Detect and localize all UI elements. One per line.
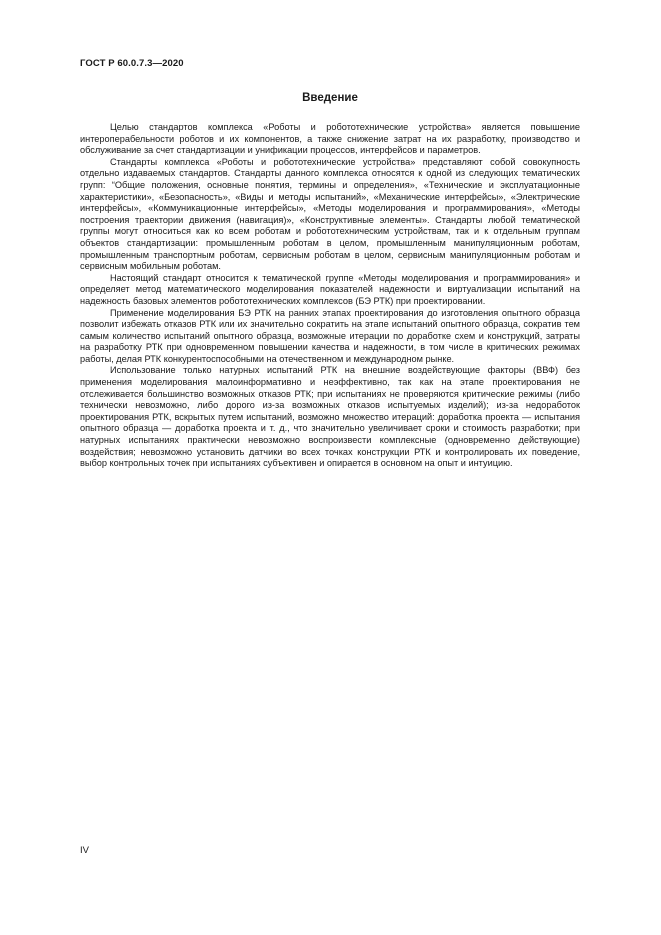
paragraph: Настоящий стандарт относится к тематической группе «Методы моделирования и программирования» и определяет метод математического моделирования показателей надежности и виртуализации испытаний на надежность базовых элементов робототехнических комплексов (БЭ РТК) при проектировании.: [80, 272, 580, 306]
paragraph: Использование только натурных испытаний РТК на внешние воздействующие факторы (ВВФ) без применения моделирования малоинформативно и неэффективно, так как на этапе проектирования не отслеживается большинство возможных отказов РТК; при испытаниях не проверяются критические режимы (либо технически невозможно, либо дорого из-за возможных отказов испытуемых изделий); из-за недоработок проектирования РТК, вскрытых путем испытаний, возможно множество итераций: доработка проекта — испытания опытного образца — доработка проекта и т. д., что значительно увеличивает сроки и стоимость разработки; при натурных испытаниях практически невозможно воспроизвести комплексные (одновременно действующие) воздействия; невозможно установить датчики во всех точках конструкции РТК и контролировать их поведение, выбор контрольных точек при испытаниях субъективен и опирается в основном на опыт и интуицию.: [80, 365, 580, 469]
paragraph: Целью стандартов комплекса «Роботы и робототехнические устройства» является повышение интероперабельности роботов и их компонентов, а также снижение затрат на их разработку, производство и обслуживание за счет стандартизации и унификации процессов, интерфейсов и параметров.: [80, 122, 580, 156]
paragraph: Применение моделирования БЭ РТК на ранних этапах проектирования до изготовления опытного образца позволит избежать отказов РТК или их значительно сократить на этапе испытаний опытного образца, сократив тем самым количество испытаний опытного образца, возможные итерации по доработке схем и конструкций, затраты на разработку РТК при одновременном повышении качества и надежности, в том числе в критических режимах работы, делая РТК конкурентоспособными на отечественном и международном рынке.: [80, 307, 580, 364]
document-code: ГОСТ Р 60.0.7.3—2020: [80, 58, 184, 69]
body-text: [80, 122, 580, 470]
paragraph: Стандарты комплекса «Роботы и робототехнические устройства» представляют собой совокупность отдельно издаваемых стандартов. Стандарты данного комплекса относятся к одной из следующих тематических групп: “Общие положения, основные понятия, термины и определения», «Технические и эксплуатационные характеристики», «Безопасность», «Виды и методы испытаний», «Механические интерфейсы», «Электрические интерфейсы», «Коммуникационные интерфейсы», «Методы моделирования и программирования», «Методы построения траектории движения (навигация)», «Конструктивные элементы». Стандарты любой тематической группы могут относиться как ко всем роботам и робототехническим устройствам, так и к отдельным группам объектов стандартизации: промышленным роботам в целом, промышленным манипуляционным роботам, промышленным транспортным роботам, сервисным роботам в целом, сервисным манипуляционным роботам и сервисным мобильным роботам.: [80, 156, 580, 272]
page-number: IV: [80, 845, 89, 856]
section-title: Введение: [302, 92, 358, 104]
